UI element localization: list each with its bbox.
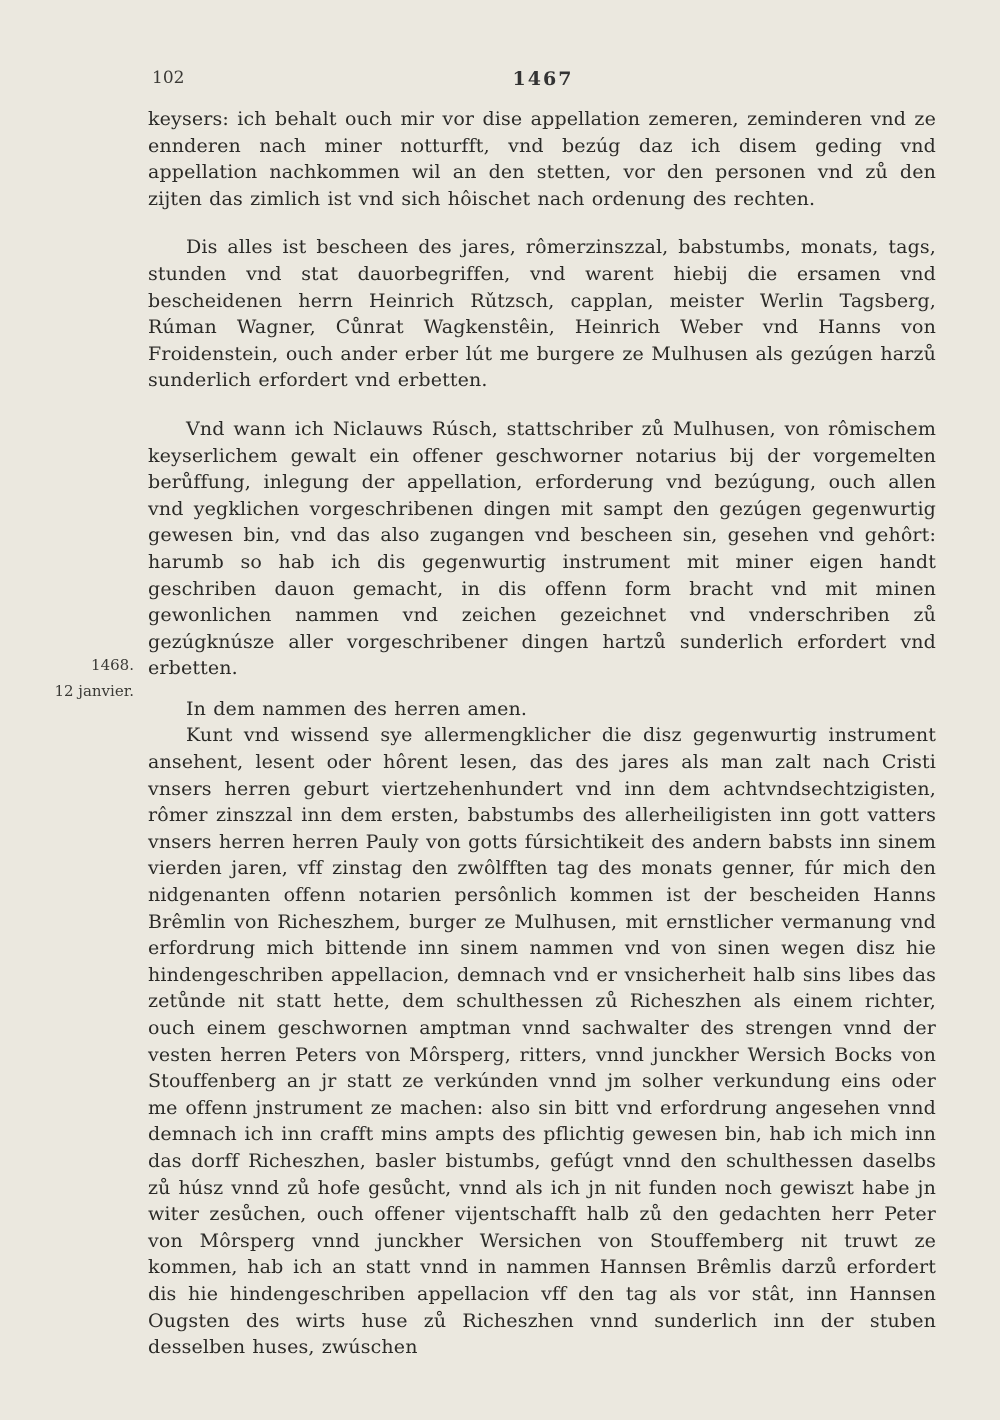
paragraph-3: Vnd wann ich Niclauws Rúsch, stattschriber zů Mulhusen, von rômischem keyserlichem gewalt ein offener geschworner notarius bij der vorgemelten berůffung, inlegung der appellation, erforderung vnd bezúgung, ouch allen vnd yegklichen vorgeschribenen dingen mit sampt den gezúgen gegenwurtig gewesen bin, vnd das also zugangen vnd bescheen sin, gesehen vnd gehôrt: harumb so hab ich dis gegenwurtig instrument mit miner eigen handt geschriben dauon gemacht, in dis offenn form bracht vnd mit minen gewonlichen nammen vnd zeichen gezeichnet vnd vnderschriben zů gezúgknúsze aller vorgeschribener dingen hartzů sunderlich erfordert vnd erbetten.	[148, 417, 936, 680]
running-head-year: 1467	[512, 68, 574, 90]
paragraph-5: Kunt vnd wissend sye allermengklicher die disz gegenwurtig instrument ansehent, lesent oder hôrent lesen, das des jares als man zalt nach Cristi vnsers herren geburt viertzehenhundert vnd inn dem achtvndsechtzigisten, rômer zinszzal inn dem ersten, babstumbs des allerheiligisten inn gott vatters vnsers herren herren Pauly von gotts fúrsichtikeit des andern babsts inn sinem vierden jaren, vff zinstag den zwôlfften tag des monats genner, fúr mich den nidgenanten offenn notarien persônlich kommen ist der bescheiden Hanns Brêmlin von Richeszhem, burger ze Mulhusen, mit ernstlicher vermanung vnd erfordrung mich bittende inn sinem nammen vnd von sinen wegen disz hie hindengeschriben appellacion, demnach vnd er vnsicherheit halb sins libes das zetůnde nit statt hette, dem schulthessen zů Richeszhen als einem richter, ouch einem geschwornen amptman vnnd sachwalter des strengen vnnd der vesten herren Peters von Môrsperg, ritters, vnnd junckher Wersich Bocks von Stouffenberg an jr statt ze verkúnden vnnd jm solher verkundung eins oder me offenn jnstrument ze machen: also sin bitt vnd erfordrung angesehen vnnd demnach ich inn crafft mins ampts des pflichtig gewesen bin, hab ich mich inn das dorff Richeszhen, basler bistumbs, gefúgt vnnd den schulthessen daselbs zů húsz vnnd zů hofe gesůcht, vnnd als ich jn nit funden noch gewiszt habe jn witer zesůchen, ouch offener vijentschafft halb zů den gedachten herr Peter von Môrsperg vnnd junckher Wersichen von Stouffemberg nit truwt ze kommen, hab ich an statt vnnd in nammen Hannsen Brêmlis darzů erfordert dis hie hindengeschriben appellacion vff den tag als vor stât, inn Hannsen Ougsten des wirts huse zů Richeszhen vnnd sunderlich inn der stuben desselben huses, zwúschen	[148, 724, 936, 1359]
paragraph-1: keysers: ich behalt ouch mir vor dise appellation zemeren, zeminderen vnd ze ennderen nach miner notturfft, vnd bezúg daz ich disem geding vnd appellation nachkommen wil an den stetten, vor den personen vnd zů den zijten das zimlich ist vnd sich hôischet nach ordenung des rechten.	[148, 108, 936, 210]
paragraph-2: Dis alles ist bescheen des jares, rômerzinszzal, babstumbs, monats, tags, stunden vnd stat dauorbegriffen, vnd warent hiebij die ersamen vnd bescheidenen herrn Heinrich Rǔtzsch, capplan, meister Werlin Tagsberg, Rúman Wagner, Cůnrat Wagkenstêin, Heinrich Weber vnd Hanns von Froidenstein, ouch ander erber lút me burgere ze Mulhusen als gezúgen harzů sunderlich erfordert vnd erbetten.	[148, 236, 936, 392]
body-text	[148, 106, 936, 1361]
page-number: 102	[152, 68, 185, 88]
margin-doc-number: 1468.	[91, 656, 134, 674]
margin-date: 12 janvier.	[54, 682, 134, 700]
page-header	[148, 68, 938, 98]
invocation-line: In dem nammen des herren amen.	[186, 697, 528, 720]
